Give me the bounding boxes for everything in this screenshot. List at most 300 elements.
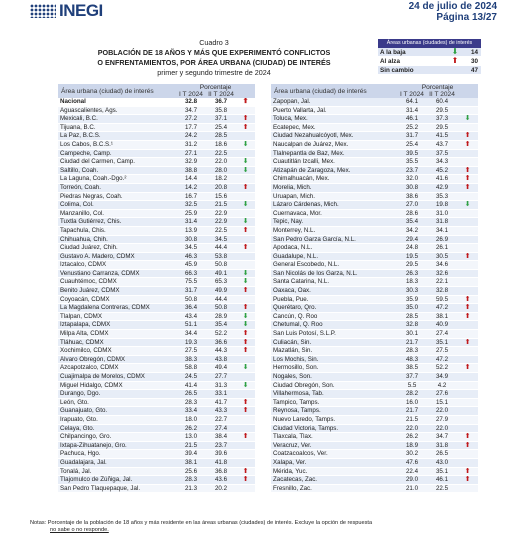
area-name: Veracruz, Ver. bbox=[271, 441, 397, 450]
notes bbox=[30, 520, 500, 534]
value-it-2024: 30.8 bbox=[176, 235, 206, 244]
change-indicator bbox=[236, 450, 255, 459]
arrow-up-icon: ⬆ bbox=[236, 407, 255, 416]
value-it-2024: 30.1 bbox=[397, 330, 427, 339]
value-iit-2024: 50.8 bbox=[206, 261, 236, 270]
table-row bbox=[58, 355, 255, 364]
area-name: Benito Juárez, CDMX bbox=[58, 287, 176, 296]
value-it-2024: 17.7 bbox=[176, 123, 206, 132]
arrow-up-icon: ⬆ bbox=[457, 295, 478, 304]
value-it-2024: 35.4 bbox=[397, 218, 427, 227]
arrow-up-icon: ⬆ bbox=[457, 467, 478, 476]
change-indicator bbox=[457, 261, 478, 270]
value-iit-2024: 41.5 bbox=[427, 132, 457, 141]
value-iit-2024: 43.3 bbox=[206, 407, 236, 416]
legend-box bbox=[378, 39, 481, 75]
table-row bbox=[271, 244, 478, 253]
value-iit-2024: 28.9 bbox=[206, 312, 236, 321]
value-iit-2024: 49.4 bbox=[206, 364, 236, 373]
value-it-2024: 41.4 bbox=[176, 381, 206, 390]
arrow-up-icon: ⬆ bbox=[457, 132, 478, 141]
table-row bbox=[271, 183, 478, 192]
value-it-2024: 21.5 bbox=[397, 415, 427, 424]
area-name: San Luis Potosí, S.L.P. bbox=[271, 330, 397, 339]
value-iit-2024: 36.7 bbox=[206, 98, 236, 106]
area-name: Guanajuato, Gto. bbox=[58, 407, 176, 416]
table-row bbox=[58, 183, 255, 192]
value-iit-2024: 26.1 bbox=[427, 244, 457, 253]
value-it-2024: 75.5 bbox=[176, 278, 206, 287]
area-name: Nogales, Son. bbox=[271, 373, 397, 382]
value-iit-2024: 43.0 bbox=[427, 458, 457, 467]
table-row bbox=[58, 321, 255, 330]
value-it-2024: 19.3 bbox=[176, 338, 206, 347]
area-name: Iztacalco, CDMX bbox=[58, 261, 176, 270]
arrow-up-icon: ⬆ bbox=[457, 364, 478, 373]
table-row bbox=[58, 424, 255, 433]
table-row bbox=[58, 433, 255, 442]
table-row bbox=[271, 441, 478, 450]
change-indicator bbox=[457, 381, 478, 390]
change-indicator bbox=[236, 175, 255, 184]
column-header-it: I T 2024 bbox=[176, 91, 206, 98]
table-row bbox=[58, 244, 255, 253]
area-name: Guadalajara, Jal. bbox=[58, 458, 176, 467]
value-it-2024: 38.8 bbox=[176, 166, 206, 175]
table-row bbox=[271, 321, 478, 330]
area-name: Coyoacán, CDMX bbox=[58, 295, 176, 304]
area-name: Tlalnepantla de Baz, Mex. bbox=[271, 149, 397, 158]
table-row bbox=[58, 115, 255, 124]
area-name: Hermosillo, Son. bbox=[271, 364, 397, 373]
value-it-2024: 32.5 bbox=[176, 201, 206, 210]
area-name: San Pedro Garza García, N.L. bbox=[271, 235, 397, 244]
area-name: Piedras Negras, Coah. bbox=[58, 192, 176, 201]
area-name: Tepic, Nay. bbox=[271, 218, 397, 227]
area-name: Tlaxcala, Tlax. bbox=[271, 433, 397, 442]
table-row bbox=[271, 433, 478, 442]
change-indicator bbox=[457, 106, 478, 115]
table-row bbox=[271, 226, 478, 235]
area-name: Cuajimalpa de Morelos, CDMX bbox=[58, 373, 176, 382]
value-iit-2024: 28.0 bbox=[206, 166, 236, 175]
value-iit-2024: 4.2 bbox=[427, 381, 457, 390]
value-it-2024: 21.0 bbox=[397, 484, 427, 493]
value-it-2024: 50.8 bbox=[176, 295, 206, 304]
table-row bbox=[271, 175, 478, 184]
column-header-iit: II T 2024 bbox=[427, 91, 457, 98]
table-row bbox=[58, 98, 255, 106]
table-row bbox=[58, 312, 255, 321]
legend-label: Al alza bbox=[380, 57, 400, 65]
area-name: Saltillo, Coah. bbox=[58, 166, 176, 175]
table-row bbox=[271, 287, 478, 296]
value-iit-2024: 27.6 bbox=[427, 390, 457, 399]
value-it-2024: 58.8 bbox=[176, 364, 206, 373]
arrow-up-icon: ⬆ bbox=[457, 166, 478, 175]
arrow-down-icon: ⬇ bbox=[236, 364, 255, 373]
value-iit-2024: 41.7 bbox=[206, 398, 236, 407]
value-iit-2024: 40.9 bbox=[427, 321, 457, 330]
area-name: Tláhuac, CDMX bbox=[58, 338, 176, 347]
column-header-area: Área urbana (ciudad) de interés bbox=[271, 84, 397, 98]
value-iit-2024: 22.0 bbox=[206, 158, 236, 167]
value-it-2024: 25.2 bbox=[397, 123, 427, 132]
area-name: Chimalhuacán, Mex. bbox=[271, 175, 397, 184]
arrow-up-icon: ⬆ bbox=[457, 433, 478, 442]
arrow-up-icon: ⬆ bbox=[457, 140, 478, 149]
value-iit-2024: 38.4 bbox=[206, 433, 236, 442]
change-indicator bbox=[236, 373, 255, 382]
arrow-down-icon: ⬇ bbox=[236, 218, 255, 227]
area-name: Chihuahua, Chih. bbox=[58, 235, 176, 244]
value-iit-2024: 27.7 bbox=[206, 373, 236, 382]
area-name: Torreón, Coah. bbox=[58, 183, 176, 192]
table-row bbox=[271, 355, 478, 364]
value-iit-2024: 31.8 bbox=[427, 441, 457, 450]
page-number: Página 13/27 bbox=[436, 12, 497, 23]
value-iit-2024: 36.6 bbox=[206, 338, 236, 347]
arrow-up-icon: ⬆ bbox=[236, 433, 255, 442]
area-name: Álvaro Obregón, CDMX bbox=[58, 355, 176, 364]
table-row bbox=[58, 192, 255, 201]
area-name: Naucalpan de Juárez, Mex. bbox=[271, 140, 397, 149]
table-row bbox=[271, 158, 478, 167]
table-row bbox=[271, 218, 478, 227]
area-name: Iztapalapa, CDMX bbox=[58, 321, 176, 330]
change-indicator bbox=[236, 390, 255, 399]
arrow-down-icon: ⬇ bbox=[236, 140, 255, 149]
value-it-2024: 30.3 bbox=[397, 287, 427, 296]
table-row bbox=[58, 201, 255, 210]
area-name: Durango, Dgo. bbox=[58, 390, 176, 399]
area-name: La Laguna, Coah.-Dgo.² bbox=[58, 175, 176, 184]
value-it-2024: 38.1 bbox=[176, 458, 206, 467]
value-iit-2024: 52.2 bbox=[427, 364, 457, 373]
value-it-2024: 48.3 bbox=[397, 355, 427, 364]
table-row bbox=[271, 98, 478, 106]
value-iit-2024: 47.2 bbox=[427, 304, 457, 313]
area-name: Ciudad Nezahualcóyotl, Mex. bbox=[271, 132, 397, 141]
table-row bbox=[58, 287, 255, 296]
area-name: Toluca, Mex. bbox=[271, 115, 397, 124]
value-it-2024: 31.7 bbox=[397, 132, 427, 141]
value-iit-2024: 41.6 bbox=[427, 175, 457, 184]
table-row bbox=[271, 295, 478, 304]
table-row bbox=[58, 106, 255, 115]
value-it-2024: 38.5 bbox=[397, 364, 427, 373]
value-it-2024: 25.4 bbox=[397, 140, 427, 149]
arrow-up-icon: ⬆ bbox=[457, 441, 478, 450]
area-name: Tonalá, Jal. bbox=[58, 467, 176, 476]
table-row bbox=[58, 458, 255, 467]
value-iit-2024: 34.1 bbox=[427, 226, 457, 235]
area-name: Reynosa, Tamps. bbox=[271, 407, 397, 416]
value-iit-2024: 27.4 bbox=[427, 330, 457, 339]
value-it-2024: 13.0 bbox=[176, 433, 206, 442]
value-iit-2024: 65.3 bbox=[206, 278, 236, 287]
value-iit-2024: 37.1 bbox=[206, 115, 236, 124]
arrow-up-icon: ⬆ bbox=[236, 183, 255, 192]
value-iit-2024: 35.4 bbox=[206, 321, 236, 330]
table-row bbox=[58, 235, 255, 244]
table-row bbox=[271, 476, 478, 485]
value-it-2024: 19.5 bbox=[397, 252, 427, 261]
value-it-2024: 23.7 bbox=[397, 166, 427, 175]
change-indicator bbox=[457, 192, 478, 201]
value-it-2024: 27.5 bbox=[176, 347, 206, 356]
value-it-2024: 25.9 bbox=[176, 209, 206, 218]
value-iit-2024: 15.6 bbox=[206, 192, 236, 201]
value-iit-2024: 50.8 bbox=[206, 304, 236, 313]
change-indicator bbox=[236, 441, 255, 450]
arrow-up-icon: ⬆ bbox=[236, 123, 255, 132]
area-name: Chilpancingo, Gro. bbox=[58, 433, 176, 442]
logo-dots-icon bbox=[30, 4, 56, 18]
table-row bbox=[58, 347, 255, 356]
value-iit-2024: 23.7 bbox=[206, 441, 236, 450]
change-indicator bbox=[457, 390, 478, 399]
value-iit-2024: 46.1 bbox=[427, 476, 457, 485]
title-line-4: primer y segundo trimestre de 2024 bbox=[157, 68, 271, 77]
arrow-up-icon: ⬆ bbox=[236, 330, 255, 339]
value-it-2024: 66.3 bbox=[176, 269, 206, 278]
change-indicator bbox=[457, 415, 478, 424]
area-name: Oaxaca, Oax. bbox=[271, 287, 397, 296]
change-indicator bbox=[236, 209, 255, 218]
value-it-2024: 24.8 bbox=[397, 244, 427, 253]
value-it-2024: 28.5 bbox=[397, 312, 427, 321]
area-name: Mérida, Yuc. bbox=[271, 467, 397, 476]
area-name: Puebla, Pue. bbox=[271, 295, 397, 304]
arrow-up-icon: ⬆ bbox=[236, 115, 255, 124]
column-header-area: Área urbana (ciudad) de interés bbox=[58, 84, 176, 98]
area-name: Campeche, Camp. bbox=[58, 149, 176, 158]
table-row bbox=[271, 424, 478, 433]
value-it-2024: 47.6 bbox=[397, 458, 427, 467]
table-row bbox=[271, 269, 478, 278]
value-it-2024: 46.1 bbox=[397, 115, 427, 124]
table-row bbox=[58, 390, 255, 399]
area-name: Ciudad Obregón, Son. bbox=[271, 381, 397, 390]
table-row bbox=[271, 209, 478, 218]
legend-row-nochange bbox=[378, 66, 481, 75]
table-row bbox=[271, 450, 478, 459]
area-name: Ecatepec, Mex. bbox=[271, 123, 397, 132]
value-it-2024: 26.2 bbox=[397, 433, 427, 442]
table-row bbox=[271, 106, 478, 115]
change-indicator bbox=[236, 355, 255, 364]
value-it-2024: 51.1 bbox=[176, 321, 206, 330]
table-row bbox=[271, 140, 478, 149]
table-row bbox=[58, 381, 255, 390]
value-iit-2024: 44.4 bbox=[206, 295, 236, 304]
table-row bbox=[58, 295, 255, 304]
value-iit-2024: 39.6 bbox=[206, 450, 236, 459]
legend-label: Sin cambio bbox=[380, 66, 414, 74]
value-iit-2024: 32.6 bbox=[427, 269, 457, 278]
table-row bbox=[58, 450, 255, 459]
value-iit-2024: 49.1 bbox=[206, 269, 236, 278]
value-it-2024: 16.0 bbox=[397, 398, 427, 407]
area-name: Uruapan, Mich. bbox=[271, 192, 397, 201]
area-name: Milpa Alta, CDMX bbox=[58, 330, 176, 339]
change-indicator bbox=[457, 123, 478, 132]
area-name: Tlalpan, CDMX bbox=[58, 312, 176, 321]
area-name: Cuauhtémoc, CDMX bbox=[58, 278, 176, 287]
table-row bbox=[58, 209, 255, 218]
table-row bbox=[58, 338, 255, 347]
area-name: Monterrey, N.L. bbox=[271, 226, 397, 235]
area-name: Apodaca, N.L. bbox=[271, 244, 397, 253]
area-name: Tlajomulco de Zúñiga, Jal. bbox=[58, 476, 176, 485]
inegi-logo bbox=[30, 3, 103, 19]
value-it-2024: 28.6 bbox=[397, 209, 427, 218]
area-name: Aguascalientes, Ags. bbox=[58, 106, 176, 115]
change-indicator bbox=[457, 149, 478, 158]
table-row bbox=[271, 304, 478, 313]
table-row bbox=[58, 278, 255, 287]
change-indicator bbox=[236, 252, 255, 261]
arrow-down-icon: ⬇ bbox=[236, 166, 255, 175]
change-indicator bbox=[457, 98, 478, 106]
value-it-2024: 29.5 bbox=[397, 261, 427, 270]
arrow-down-icon: ⬇ bbox=[236, 381, 255, 390]
value-iit-2024: 34.3 bbox=[427, 158, 457, 167]
notes-text-2: no sabe o no responde. bbox=[50, 527, 109, 533]
change-indicator bbox=[457, 218, 478, 227]
value-iit-2024: 22.5 bbox=[427, 484, 457, 493]
arrow-up-icon: ⬆ bbox=[236, 338, 255, 347]
change-indicator bbox=[236, 149, 255, 158]
value-iit-2024: 34.6 bbox=[427, 261, 457, 270]
table-row bbox=[58, 166, 255, 175]
table-row bbox=[58, 330, 255, 339]
value-iit-2024: 27.5 bbox=[427, 347, 457, 356]
value-it-2024: 14.2 bbox=[176, 183, 206, 192]
change-indicator bbox=[236, 415, 255, 424]
area-name: Celaya, Gto. bbox=[58, 424, 176, 433]
area-name: Pachuca, Hgo. bbox=[58, 450, 176, 459]
value-iit-2024: 29.5 bbox=[427, 106, 457, 115]
value-it-2024: 26.2 bbox=[176, 424, 206, 433]
table-row bbox=[58, 415, 255, 424]
area-name: Cancún, Q. Roo bbox=[271, 312, 397, 321]
change-indicator bbox=[457, 424, 478, 433]
arrow-up-icon: ⬆ bbox=[457, 304, 478, 313]
area-name: Los Mochis, Sin. bbox=[271, 355, 397, 364]
area-name: Ciudad Victoria, Tamps. bbox=[271, 424, 397, 433]
value-it-2024: 32.9 bbox=[176, 158, 206, 167]
area-name: Ixtapa-Zihuatanejo, Gro. bbox=[58, 441, 176, 450]
arrow-up-icon: ⬆ bbox=[236, 244, 255, 253]
area-name: La Paz, B.C.S. bbox=[58, 132, 176, 141]
value-iit-2024: 18.6 bbox=[206, 140, 236, 149]
value-it-2024: 29.0 bbox=[397, 476, 427, 485]
change-indicator bbox=[236, 424, 255, 433]
arrow-up-icon: ⬆ bbox=[457, 476, 478, 485]
area-name: Coatzacoalcos, Ver. bbox=[271, 450, 397, 459]
value-iit-2024: 30.5 bbox=[427, 252, 457, 261]
value-iit-2024: 49.9 bbox=[206, 287, 236, 296]
arrow-down-icon: ⬇ bbox=[451, 47, 459, 56]
title-line-1: Cuadro 3 bbox=[199, 38, 229, 47]
table-row bbox=[58, 132, 255, 141]
legend-header: Áreas urbanas (ciudades) de interés bbox=[378, 39, 481, 48]
area-name: San Nicolás de los Garza, N.L. bbox=[271, 269, 397, 278]
value-it-2024: 14.4 bbox=[176, 175, 206, 184]
value-iit-2024: 18.2 bbox=[206, 175, 236, 184]
change-indicator bbox=[236, 235, 255, 244]
value-it-2024: 33.4 bbox=[176, 407, 206, 416]
change-indicator bbox=[457, 269, 478, 278]
value-it-2024: 16.7 bbox=[176, 192, 206, 201]
area-name: Puerto Vallarta, Jal. bbox=[271, 106, 397, 115]
arrow-up-icon: ⬆ bbox=[236, 98, 255, 106]
value-iit-2024: 33.1 bbox=[206, 390, 236, 399]
arrow-up-icon: ⬆ bbox=[236, 304, 255, 313]
table-row bbox=[271, 381, 478, 390]
value-iit-2024: 45.2 bbox=[427, 166, 457, 175]
arrow-up-icon: ⬆ bbox=[457, 252, 478, 261]
value-it-2024: 18.3 bbox=[397, 278, 427, 287]
value-it-2024: 34.4 bbox=[176, 330, 206, 339]
area-name: Xochimilco, CDMX bbox=[58, 347, 176, 356]
area-name: Ciudad del Carmen, Camp. bbox=[58, 158, 176, 167]
table-row bbox=[271, 201, 478, 210]
area-name: Mexicali, B.C. bbox=[58, 115, 176, 124]
value-iit-2024: 35.1 bbox=[427, 338, 457, 347]
area-name: Fresnillo, Zac. bbox=[271, 484, 397, 493]
value-iit-2024: 22.0 bbox=[427, 424, 457, 433]
arrow-up-icon: ⬆ bbox=[457, 183, 478, 192]
value-iit-2024: 43.6 bbox=[206, 476, 236, 485]
title-line-3: O ENFRENTAMIENTOS, POR ÁREA URBANA (CIUDAD) DE INTERÉS bbox=[97, 58, 331, 67]
value-it-2024: 24.5 bbox=[176, 373, 206, 382]
value-it-2024: 39.4 bbox=[176, 450, 206, 459]
legend-row-up bbox=[378, 57, 481, 66]
area-name: Ciudad Juárez, Chih. bbox=[58, 244, 176, 253]
table-row bbox=[271, 398, 478, 407]
value-iit-2024: 36.8 bbox=[206, 467, 236, 476]
area-name: Tampico, Tamps. bbox=[271, 398, 397, 407]
value-it-2024: 31.7 bbox=[176, 287, 206, 296]
table-row bbox=[58, 261, 255, 270]
table-row bbox=[271, 166, 478, 175]
area-name: Guadalupe, N.L. bbox=[271, 252, 397, 261]
table-row bbox=[58, 441, 255, 450]
area-name: Atizapán de Zaragoza, Mex. bbox=[271, 166, 397, 175]
change-indicator bbox=[457, 407, 478, 416]
area-name: Cuernavaca, Mor. bbox=[271, 209, 397, 218]
value-iit-2024: 22.5 bbox=[206, 226, 236, 235]
value-it-2024: 24.2 bbox=[176, 132, 206, 141]
value-iit-2024: 22.9 bbox=[206, 218, 236, 227]
value-iit-2024: 34.9 bbox=[427, 373, 457, 382]
value-iit-2024: 34.5 bbox=[206, 235, 236, 244]
table-row bbox=[271, 373, 478, 382]
table-row bbox=[271, 132, 478, 141]
column-header-porcentaje: Porcentaje bbox=[397, 84, 478, 91]
value-it-2024: 22.4 bbox=[397, 467, 427, 476]
table-row bbox=[271, 149, 478, 158]
change-indicator bbox=[457, 321, 478, 330]
value-it-2024: 27.1 bbox=[176, 149, 206, 158]
area-name: Zacatecas, Zac. bbox=[271, 476, 397, 485]
arrow-down-icon: ⬇ bbox=[236, 312, 255, 321]
arrow-up-icon: ⬆ bbox=[236, 347, 255, 356]
publication-date: 24 de julio de 2024 bbox=[408, 1, 497, 12]
